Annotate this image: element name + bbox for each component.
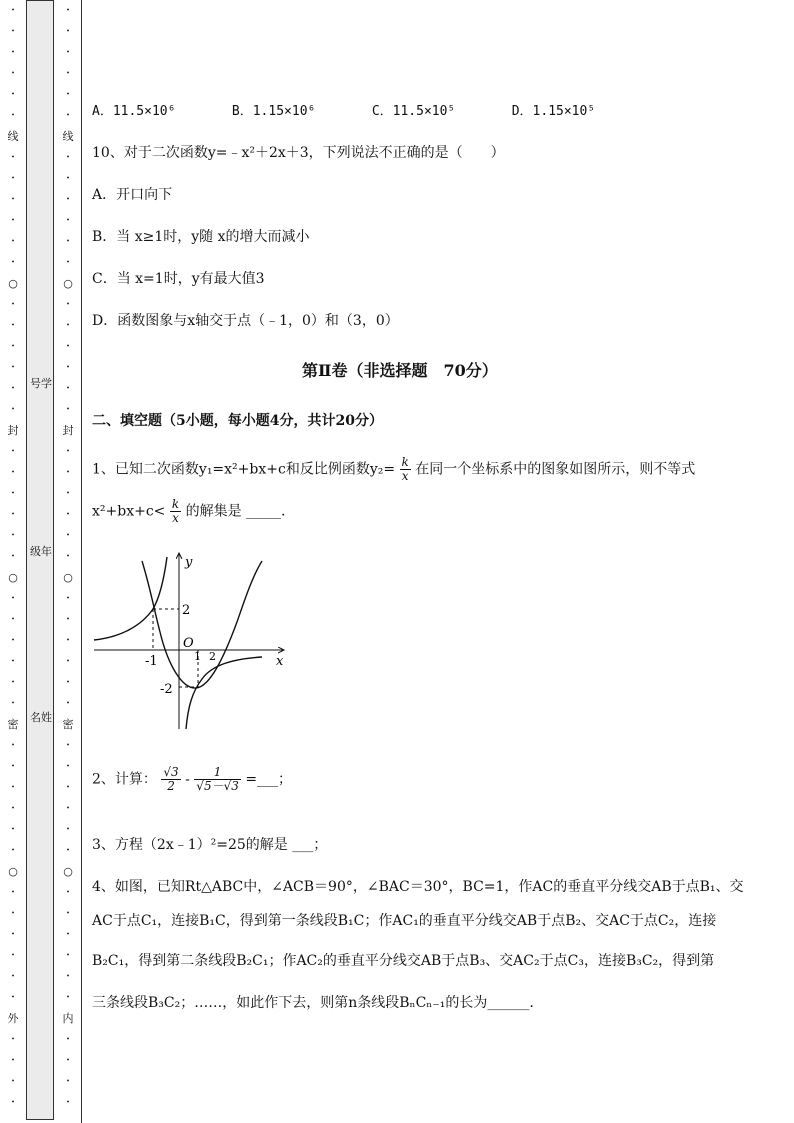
outer-label-4: 密 (7, 718, 19, 731)
outer-dot: • (11, 70, 15, 77)
hyperbola-branch-left (94, 557, 167, 640)
q9-option-c: C．11.5×10⁵ (371, 104, 456, 119)
inner-dot: • (66, 343, 70, 350)
outer-dot: • (11, 637, 15, 644)
outer-dot: • (11, 1078, 15, 1085)
inner-dot: • (66, 469, 70, 476)
inner-label-4: 密 (62, 718, 74, 731)
inner-dot: • (66, 910, 70, 917)
inner-dot: • (66, 847, 70, 854)
inner-label-2: 封 (62, 424, 74, 437)
q2-answer-blank: =___； (245, 771, 293, 788)
inner-dot: • (66, 763, 70, 770)
q10-option-c: C．当 x=1时，y有最大值3 (92, 271, 265, 287)
outer-dot: • (11, 385, 15, 392)
inner-dot: • (66, 742, 70, 749)
inner-dot: • (66, 1057, 70, 1064)
outer-dot: • (11, 1099, 15, 1106)
outer-dot: • (11, 784, 15, 791)
inner-dot: • (66, 196, 70, 203)
inner-dot: • (66, 658, 70, 665)
q1-frac-den: x (401, 469, 409, 483)
tick-label-x1: 1 (194, 650, 201, 663)
outer-dot: • (11, 763, 15, 770)
outer-dot: • (11, 469, 15, 476)
q9-option-a: A．11.5×10⁶ (92, 104, 176, 119)
outer-dot: • (11, 91, 15, 98)
fill-q3: 3、方程（2x﹣1）²=25的解是 ___； (92, 837, 328, 853)
q9-option-d: D．1.15×10⁵ (511, 104, 596, 119)
q1-frac2-num: k (171, 497, 180, 511)
outer-dot: • (11, 553, 15, 560)
outer-dot: • (11, 364, 15, 371)
inner-dot: • (66, 616, 70, 623)
inner-dot: • (66, 238, 70, 245)
outer-label-0: 线 (7, 130, 19, 143)
outer-dot: • (11, 322, 15, 329)
inner-dot: • (66, 1099, 70, 1106)
inner-dot: • (66, 448, 70, 455)
outer-dot: • (11, 595, 15, 602)
fill-q1-line1 (92, 456, 695, 483)
hyperbola-branch-right (186, 657, 262, 729)
q10-option-a: A．开口向下 (92, 187, 173, 203)
field-student-id: 号学 (30, 377, 52, 390)
inner-label-6: 内 (62, 1012, 74, 1025)
inner-dot: • (66, 826, 70, 833)
outer-dot: • (11, 175, 15, 182)
fill-q4-line3: B₂C₁，得到第二条线段B₂C₁；作AC₂的垂直平分线交AB于点B₃、交AC₂于点C₃，连接B₃C₂，得到第 (92, 953, 715, 969)
binding-inner-strip (54, 0, 82, 1123)
outer-dot: • (11, 847, 15, 854)
q2-frac1-num: √3 (163, 765, 179, 779)
fill-q4-line2: AC于点C₁，连接B₁C，得到第一条线段B₁C；作AC₁的垂直平分线交AB于点B₂、交AC于点C₂，连接 (92, 913, 717, 929)
field-name: 名姓 (30, 711, 52, 724)
outer-dot: • (11, 7, 15, 14)
inner-dot: • (66, 217, 70, 224)
inner-dot: • (66, 511, 70, 518)
outer-dot: • (11, 259, 15, 266)
inner-dot: • (66, 364, 70, 371)
outer-dot: • (11, 112, 15, 119)
inner-dot: • (66, 28, 70, 35)
y-axis-label: y (185, 555, 193, 570)
tick-label-y2: 2 (182, 603, 191, 618)
outer-dot: • (11, 910, 15, 917)
outer-label-1: ○ (8, 277, 18, 290)
q1-frac2-den: x (172, 511, 179, 525)
q2-prefix: 2、计算： (92, 771, 157, 788)
outer-dot: • (11, 301, 15, 308)
outer-label-2: 封 (7, 424, 19, 437)
x-axis-label: x (276, 654, 284, 669)
q9-options (92, 100, 595, 119)
inner-dot: • (66, 1036, 70, 1043)
q1-inequality: x²+bx+c< (92, 503, 166, 520)
inner-dot: • (66, 994, 70, 1001)
outer-dot: • (11, 616, 15, 623)
inner-dot: • (66, 805, 70, 812)
q1-text-a: 1、已知二次函数y₁=x²+bx+c和反比例函数y₂= (92, 461, 396, 478)
outer-dot: • (11, 490, 15, 497)
inner-label-3: ○ (63, 571, 73, 584)
tick-label-ym2: -2 (160, 682, 173, 697)
outer-dot: • (11, 448, 15, 455)
outer-dot: • (11, 511, 15, 518)
inner-dot: • (66, 112, 70, 119)
q1-fraction-2 (170, 498, 181, 525)
outer-label-6: 外 (7, 1012, 19, 1025)
outer-dot: • (11, 1057, 15, 1064)
outer-dot: • (11, 196, 15, 203)
q9-option-b: B．1.15×10⁶ (231, 104, 316, 119)
tick-label-x2: 2 (209, 650, 216, 663)
section-heading: 二、填空题（5小题，每小题4分，共计20分） (92, 413, 383, 429)
inner-dot: • (66, 679, 70, 686)
q1-text-b: 在同一个坐标系中的图象如图所示，则不等式 (415, 461, 696, 478)
binding-outer-strip (0, 0, 26, 1123)
tick-label-xm1: -1 (145, 654, 158, 669)
inner-dot: • (66, 91, 70, 98)
outer-dot: • (11, 742, 15, 749)
inner-dot: • (66, 385, 70, 392)
inner-dot: • (66, 154, 70, 161)
inner-label-5: ○ (63, 865, 73, 878)
outer-dot: • (11, 826, 15, 833)
outer-dot: • (11, 28, 15, 35)
parabola-curve (142, 561, 262, 688)
inner-dot: • (66, 49, 70, 56)
part2-title: 第Ⅱ卷（非选择题 70分） (302, 361, 498, 380)
outer-dot: • (11, 532, 15, 539)
inner-dot: • (66, 406, 70, 413)
q1-answer-blank: 的解集是 _____. (185, 503, 286, 520)
q2-minus: - (185, 771, 190, 788)
inner-dot: • (66, 700, 70, 707)
inner-dotted-line (55, 0, 81, 1113)
function-graph (92, 547, 292, 733)
outer-dot: • (11, 406, 15, 413)
binding-band (26, 0, 54, 1120)
outer-dot: • (11, 805, 15, 812)
inner-dot: • (66, 7, 70, 14)
inner-dot: • (66, 175, 70, 182)
inner-dot: • (66, 952, 70, 959)
inner-label-0: 线 (62, 130, 74, 143)
q2-frac1-den: 2 (167, 779, 175, 793)
q1-frac-num: k (401, 455, 409, 469)
outer-dotted-line (0, 0, 26, 1113)
q10-option-b: B．当 x≥1时，y随 x的增大而减小 (92, 229, 310, 245)
fill-q4-line4: 三条线段B₃C₂；……，如此作下去，则第n条线段BₙCₙ₋₁的长为______. (92, 995, 534, 1011)
outer-label-5: ○ (8, 865, 18, 878)
q2-fraction-1 (161, 766, 180, 793)
q2-frac2-den: √5－√3 (196, 779, 239, 793)
inner-dot: • (66, 532, 70, 539)
outer-label-3: ○ (8, 571, 18, 584)
inner-dot: • (66, 259, 70, 266)
q10-option-d: D．函数图象与x轴交于点（﹣1，0）和（3，0） (92, 313, 399, 329)
outer-dot: • (11, 700, 15, 707)
outer-dot: • (11, 154, 15, 161)
outer-dot: • (11, 1036, 15, 1043)
q2-fraction-2 (194, 766, 241, 793)
inner-dot: • (66, 1078, 70, 1085)
inner-label-1: ○ (63, 277, 73, 290)
outer-dot: • (11, 217, 15, 224)
outer-dot: • (11, 343, 15, 350)
inner-dot: • (66, 889, 70, 896)
field-class: 级年 (30, 545, 52, 558)
inner-dot: • (66, 301, 70, 308)
inner-dot: • (66, 973, 70, 980)
outer-dot: • (11, 973, 15, 980)
origin-label: O (183, 636, 194, 651)
outer-dot: • (11, 238, 15, 245)
fill-q4-line1: 4、如图，已知Rt△ABC中，∠ACB＝90°，∠BAC＝30°，BC=1，作AC的垂直平分线交AB于点B₁、交 (92, 879, 744, 895)
inner-dot: • (66, 784, 70, 791)
outer-dot: • (11, 49, 15, 56)
outer-dot: • (11, 952, 15, 959)
inner-dot: • (66, 553, 70, 560)
q10-stem: 10、对于二次函数y=﹣x²＋2x＋3，下列说法不正确的是（ ） (92, 145, 505, 161)
inner-dot: • (66, 490, 70, 497)
outer-dot: • (11, 994, 15, 1001)
outer-dot: • (11, 889, 15, 896)
inner-dot: • (66, 637, 70, 644)
fill-q1-line2 (92, 498, 286, 525)
outer-dot: • (11, 679, 15, 686)
q1-fraction (400, 456, 411, 483)
outer-dot: • (11, 658, 15, 665)
inner-dot: • (66, 70, 70, 77)
fill-q2 (92, 766, 292, 793)
inner-dot: • (66, 595, 70, 602)
inner-dot: • (66, 931, 70, 938)
inner-dot: • (66, 322, 70, 329)
outer-dot: • (11, 931, 15, 938)
q2-frac2-num: 1 (194, 766, 241, 780)
